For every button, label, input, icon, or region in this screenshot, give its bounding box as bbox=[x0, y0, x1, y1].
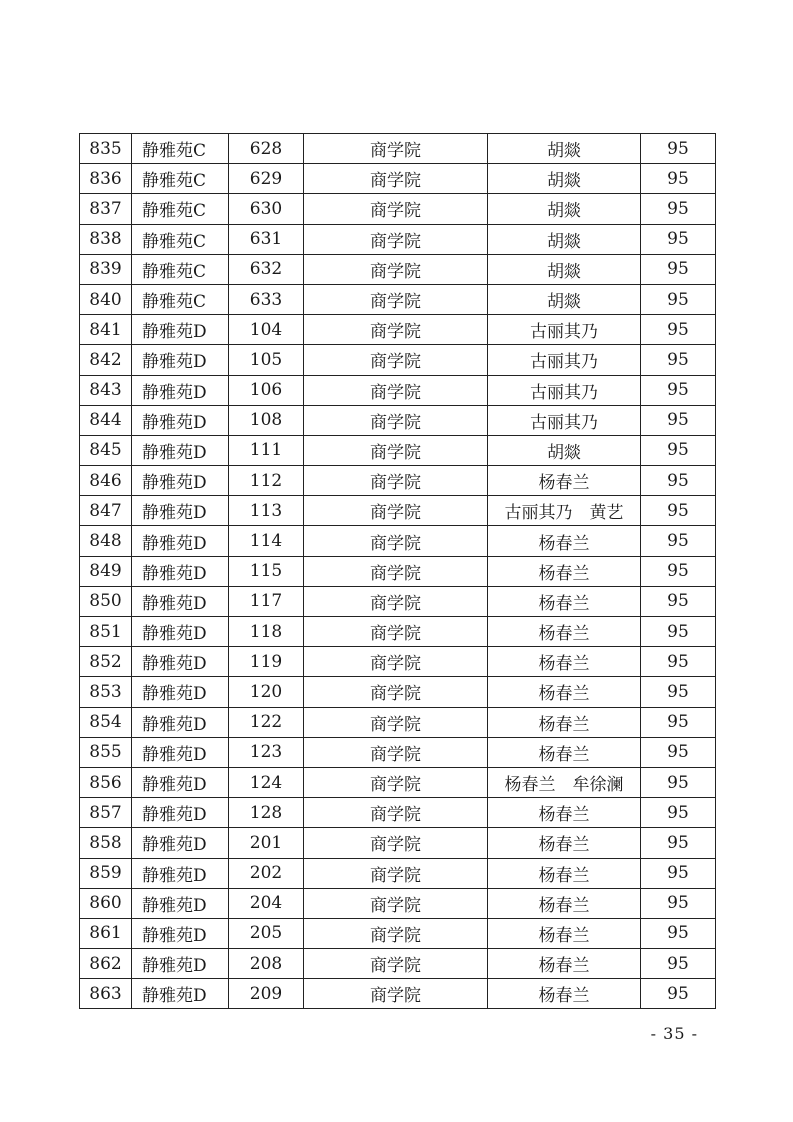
college-cell: 商学院 bbox=[304, 556, 488, 586]
score-cell: 95 bbox=[641, 435, 716, 465]
staff-cell: 杨春兰 bbox=[488, 617, 641, 647]
staff-cell: 杨春兰 bbox=[488, 949, 641, 979]
room-number-cell: 113 bbox=[229, 496, 304, 526]
staff-cell: 杨春兰 bbox=[488, 798, 641, 828]
room-number-cell: 118 bbox=[229, 617, 304, 647]
score-cell: 95 bbox=[641, 315, 716, 345]
score-cell: 95 bbox=[641, 526, 716, 556]
building-cell: 静雅苑C bbox=[132, 134, 229, 164]
college-cell: 商学院 bbox=[304, 194, 488, 224]
score-cell: 95 bbox=[641, 858, 716, 888]
score-cell: 95 bbox=[641, 677, 716, 707]
row-number-cell: 858 bbox=[80, 828, 132, 858]
row-number-cell: 855 bbox=[80, 737, 132, 767]
room-number-cell: 111 bbox=[229, 435, 304, 465]
college-cell: 商学院 bbox=[304, 134, 488, 164]
room-number-cell: 112 bbox=[229, 466, 304, 496]
row-number-cell: 842 bbox=[80, 345, 132, 375]
table-body bbox=[80, 134, 716, 1009]
row-number-cell: 845 bbox=[80, 435, 132, 465]
score-cell: 95 bbox=[641, 345, 716, 375]
room-number-cell: 628 bbox=[229, 134, 304, 164]
row-number-cell: 859 bbox=[80, 858, 132, 888]
staff-cell: 杨春兰 bbox=[488, 979, 641, 1009]
score-cell: 95 bbox=[641, 284, 716, 314]
college-cell: 商学院 bbox=[304, 617, 488, 647]
college-cell: 商学院 bbox=[304, 828, 488, 858]
score-cell: 95 bbox=[641, 617, 716, 647]
room-number-cell: 119 bbox=[229, 647, 304, 677]
table-row bbox=[80, 435, 716, 465]
score-cell: 95 bbox=[641, 828, 716, 858]
building-cell: 静雅苑D bbox=[132, 858, 229, 888]
building-cell: 静雅苑D bbox=[132, 345, 229, 375]
room-number-cell: 633 bbox=[229, 284, 304, 314]
staff-cell: 古丽其乃 bbox=[488, 345, 641, 375]
building-cell: 静雅苑C bbox=[132, 224, 229, 254]
score-cell: 95 bbox=[641, 586, 716, 616]
staff-cell: 杨春兰 bbox=[488, 556, 641, 586]
table-row bbox=[80, 556, 716, 586]
score-cell: 95 bbox=[641, 466, 716, 496]
score-cell: 95 bbox=[641, 979, 716, 1009]
room-number-cell: 108 bbox=[229, 405, 304, 435]
room-number-cell: 629 bbox=[229, 164, 304, 194]
room-number-cell: 114 bbox=[229, 526, 304, 556]
room-number-cell: 204 bbox=[229, 888, 304, 918]
table-row bbox=[80, 737, 716, 767]
table-row bbox=[80, 315, 716, 345]
building-cell: 静雅苑D bbox=[132, 677, 229, 707]
table-row bbox=[80, 888, 716, 918]
building-cell: 静雅苑D bbox=[132, 767, 229, 797]
score-cell: 95 bbox=[641, 375, 716, 405]
score-cell: 95 bbox=[641, 918, 716, 948]
room-number-cell: 632 bbox=[229, 254, 304, 284]
row-number-cell: 847 bbox=[80, 496, 132, 526]
staff-cell: 古丽其乃 bbox=[488, 315, 641, 345]
college-cell: 商学院 bbox=[304, 526, 488, 556]
row-number-cell: 835 bbox=[80, 134, 132, 164]
college-cell: 商学院 bbox=[304, 254, 488, 284]
college-cell: 商学院 bbox=[304, 798, 488, 828]
table-row bbox=[80, 254, 716, 284]
table-row bbox=[80, 194, 716, 224]
building-cell: 静雅苑D bbox=[132, 737, 229, 767]
table-row bbox=[80, 707, 716, 737]
table-row bbox=[80, 526, 716, 556]
table-row bbox=[80, 134, 716, 164]
row-number-cell: 840 bbox=[80, 284, 132, 314]
college-cell: 商学院 bbox=[304, 858, 488, 888]
staff-cell: 杨春兰 bbox=[488, 888, 641, 918]
table-row bbox=[80, 949, 716, 979]
staff-cell: 古丽其乃 bbox=[488, 405, 641, 435]
room-number-cell: 209 bbox=[229, 979, 304, 1009]
room-number-cell: 201 bbox=[229, 828, 304, 858]
college-cell: 商学院 bbox=[304, 707, 488, 737]
row-number-cell: 856 bbox=[80, 767, 132, 797]
score-cell: 95 bbox=[641, 134, 716, 164]
table-row bbox=[80, 647, 716, 677]
table-row bbox=[80, 164, 716, 194]
staff-cell: 杨春兰 bbox=[488, 677, 641, 707]
score-cell: 95 bbox=[641, 707, 716, 737]
college-cell: 商学院 bbox=[304, 496, 488, 526]
score-cell: 95 bbox=[641, 767, 716, 797]
row-number-cell: 848 bbox=[80, 526, 132, 556]
staff-cell: 杨春兰 bbox=[488, 526, 641, 556]
score-cell: 95 bbox=[641, 194, 716, 224]
table-row bbox=[80, 586, 716, 616]
score-cell: 95 bbox=[641, 798, 716, 828]
staff-cell: 杨春兰 bbox=[488, 828, 641, 858]
building-cell: 静雅苑D bbox=[132, 556, 229, 586]
staff-cell: 胡燚 bbox=[488, 164, 641, 194]
staff-cell: 胡燚 bbox=[488, 254, 641, 284]
table-row bbox=[80, 496, 716, 526]
building-cell: 静雅苑D bbox=[132, 466, 229, 496]
college-cell: 商学院 bbox=[304, 677, 488, 707]
score-cell: 95 bbox=[641, 888, 716, 918]
college-cell: 商学院 bbox=[304, 979, 488, 1009]
staff-cell: 杨春兰 bbox=[488, 707, 641, 737]
room-number-cell: 115 bbox=[229, 556, 304, 586]
row-number-cell: 836 bbox=[80, 164, 132, 194]
room-number-cell: 202 bbox=[229, 858, 304, 888]
college-cell: 商学院 bbox=[304, 767, 488, 797]
table-row bbox=[80, 828, 716, 858]
dormitory-score-table bbox=[79, 133, 716, 1009]
table-row bbox=[80, 617, 716, 647]
score-cell: 95 bbox=[641, 496, 716, 526]
building-cell: 静雅苑D bbox=[132, 647, 229, 677]
row-number-cell: 849 bbox=[80, 556, 132, 586]
page-number: - 35 - bbox=[650, 1024, 698, 1043]
room-number-cell: 117 bbox=[229, 586, 304, 616]
row-number-cell: 850 bbox=[80, 586, 132, 616]
building-cell: 静雅苑D bbox=[132, 375, 229, 405]
staff-cell: 胡燚 bbox=[488, 194, 641, 224]
row-number-cell: 837 bbox=[80, 194, 132, 224]
college-cell: 商学院 bbox=[304, 224, 488, 254]
score-cell: 95 bbox=[641, 737, 716, 767]
table-row bbox=[80, 284, 716, 314]
building-cell: 静雅苑D bbox=[132, 526, 229, 556]
room-number-cell: 123 bbox=[229, 737, 304, 767]
college-cell: 商学院 bbox=[304, 466, 488, 496]
row-number-cell: 841 bbox=[80, 315, 132, 345]
row-number-cell: 838 bbox=[80, 224, 132, 254]
table-row bbox=[80, 858, 716, 888]
staff-cell: 杨春兰 bbox=[488, 918, 641, 948]
building-cell: 静雅苑D bbox=[132, 405, 229, 435]
college-cell: 商学院 bbox=[304, 586, 488, 616]
staff-cell: 杨春兰 牟徐澜 bbox=[488, 767, 641, 797]
college-cell: 商学院 bbox=[304, 405, 488, 435]
row-number-cell: 846 bbox=[80, 466, 132, 496]
room-number-cell: 205 bbox=[229, 918, 304, 948]
row-number-cell: 853 bbox=[80, 677, 132, 707]
score-cell: 95 bbox=[641, 164, 716, 194]
building-cell: 静雅苑D bbox=[132, 496, 229, 526]
building-cell: 静雅苑C bbox=[132, 164, 229, 194]
row-number-cell: 863 bbox=[80, 979, 132, 1009]
room-number-cell: 630 bbox=[229, 194, 304, 224]
building-cell: 静雅苑D bbox=[132, 979, 229, 1009]
room-number-cell: 104 bbox=[229, 315, 304, 345]
room-number-cell: 122 bbox=[229, 707, 304, 737]
score-cell: 95 bbox=[641, 949, 716, 979]
row-number-cell: 839 bbox=[80, 254, 132, 284]
building-cell: 静雅苑C bbox=[132, 284, 229, 314]
room-number-cell: 208 bbox=[229, 949, 304, 979]
score-cell: 95 bbox=[641, 254, 716, 284]
room-number-cell: 631 bbox=[229, 224, 304, 254]
table-row bbox=[80, 677, 716, 707]
staff-cell: 古丽其乃 bbox=[488, 375, 641, 405]
row-number-cell: 844 bbox=[80, 405, 132, 435]
college-cell: 商学院 bbox=[304, 345, 488, 375]
college-cell: 商学院 bbox=[304, 737, 488, 767]
staff-cell: 杨春兰 bbox=[488, 466, 641, 496]
row-number-cell: 861 bbox=[80, 918, 132, 948]
table-row bbox=[80, 767, 716, 797]
college-cell: 商学院 bbox=[304, 918, 488, 948]
score-cell: 95 bbox=[641, 556, 716, 586]
table-row bbox=[80, 224, 716, 254]
row-number-cell: 852 bbox=[80, 647, 132, 677]
row-number-cell: 862 bbox=[80, 949, 132, 979]
table-row bbox=[80, 918, 716, 948]
staff-cell: 胡燚 bbox=[488, 435, 641, 465]
building-cell: 静雅苑D bbox=[132, 315, 229, 345]
building-cell: 静雅苑D bbox=[132, 888, 229, 918]
building-cell: 静雅苑D bbox=[132, 949, 229, 979]
college-cell: 商学院 bbox=[304, 284, 488, 314]
table-row bbox=[80, 345, 716, 375]
college-cell: 商学院 bbox=[304, 164, 488, 194]
room-number-cell: 124 bbox=[229, 767, 304, 797]
table-row bbox=[80, 405, 716, 435]
room-number-cell: 120 bbox=[229, 677, 304, 707]
college-cell: 商学院 bbox=[304, 888, 488, 918]
staff-cell: 胡燚 bbox=[488, 284, 641, 314]
row-number-cell: 843 bbox=[80, 375, 132, 405]
college-cell: 商学院 bbox=[304, 315, 488, 345]
room-number-cell: 128 bbox=[229, 798, 304, 828]
building-cell: 静雅苑D bbox=[132, 435, 229, 465]
row-number-cell: 860 bbox=[80, 888, 132, 918]
college-cell: 商学院 bbox=[304, 647, 488, 677]
score-cell: 95 bbox=[641, 647, 716, 677]
building-cell: 静雅苑D bbox=[132, 798, 229, 828]
building-cell: 静雅苑D bbox=[132, 707, 229, 737]
row-number-cell: 854 bbox=[80, 707, 132, 737]
staff-cell: 杨春兰 bbox=[488, 586, 641, 616]
staff-cell: 杨春兰 bbox=[488, 647, 641, 677]
score-cell: 95 bbox=[641, 405, 716, 435]
score-cell: 95 bbox=[641, 224, 716, 254]
row-number-cell: 857 bbox=[80, 798, 132, 828]
table-row bbox=[80, 375, 716, 405]
table-row bbox=[80, 466, 716, 496]
building-cell: 静雅苑D bbox=[132, 828, 229, 858]
building-cell: 静雅苑C bbox=[132, 194, 229, 224]
table-row bbox=[80, 798, 716, 828]
room-number-cell: 106 bbox=[229, 375, 304, 405]
building-cell: 静雅苑D bbox=[132, 617, 229, 647]
staff-cell: 古丽其乃 黄艺 bbox=[488, 496, 641, 526]
staff-cell: 杨春兰 bbox=[488, 858, 641, 888]
building-cell: 静雅苑C bbox=[132, 254, 229, 284]
staff-cell: 胡燚 bbox=[488, 134, 641, 164]
college-cell: 商学院 bbox=[304, 375, 488, 405]
staff-cell: 胡燚 bbox=[488, 224, 641, 254]
table-row bbox=[80, 979, 716, 1009]
building-cell: 静雅苑D bbox=[132, 918, 229, 948]
building-cell: 静雅苑D bbox=[132, 586, 229, 616]
row-number-cell: 851 bbox=[80, 617, 132, 647]
room-number-cell: 105 bbox=[229, 345, 304, 375]
college-cell: 商学院 bbox=[304, 435, 488, 465]
staff-cell: 杨春兰 bbox=[488, 737, 641, 767]
college-cell: 商学院 bbox=[304, 949, 488, 979]
